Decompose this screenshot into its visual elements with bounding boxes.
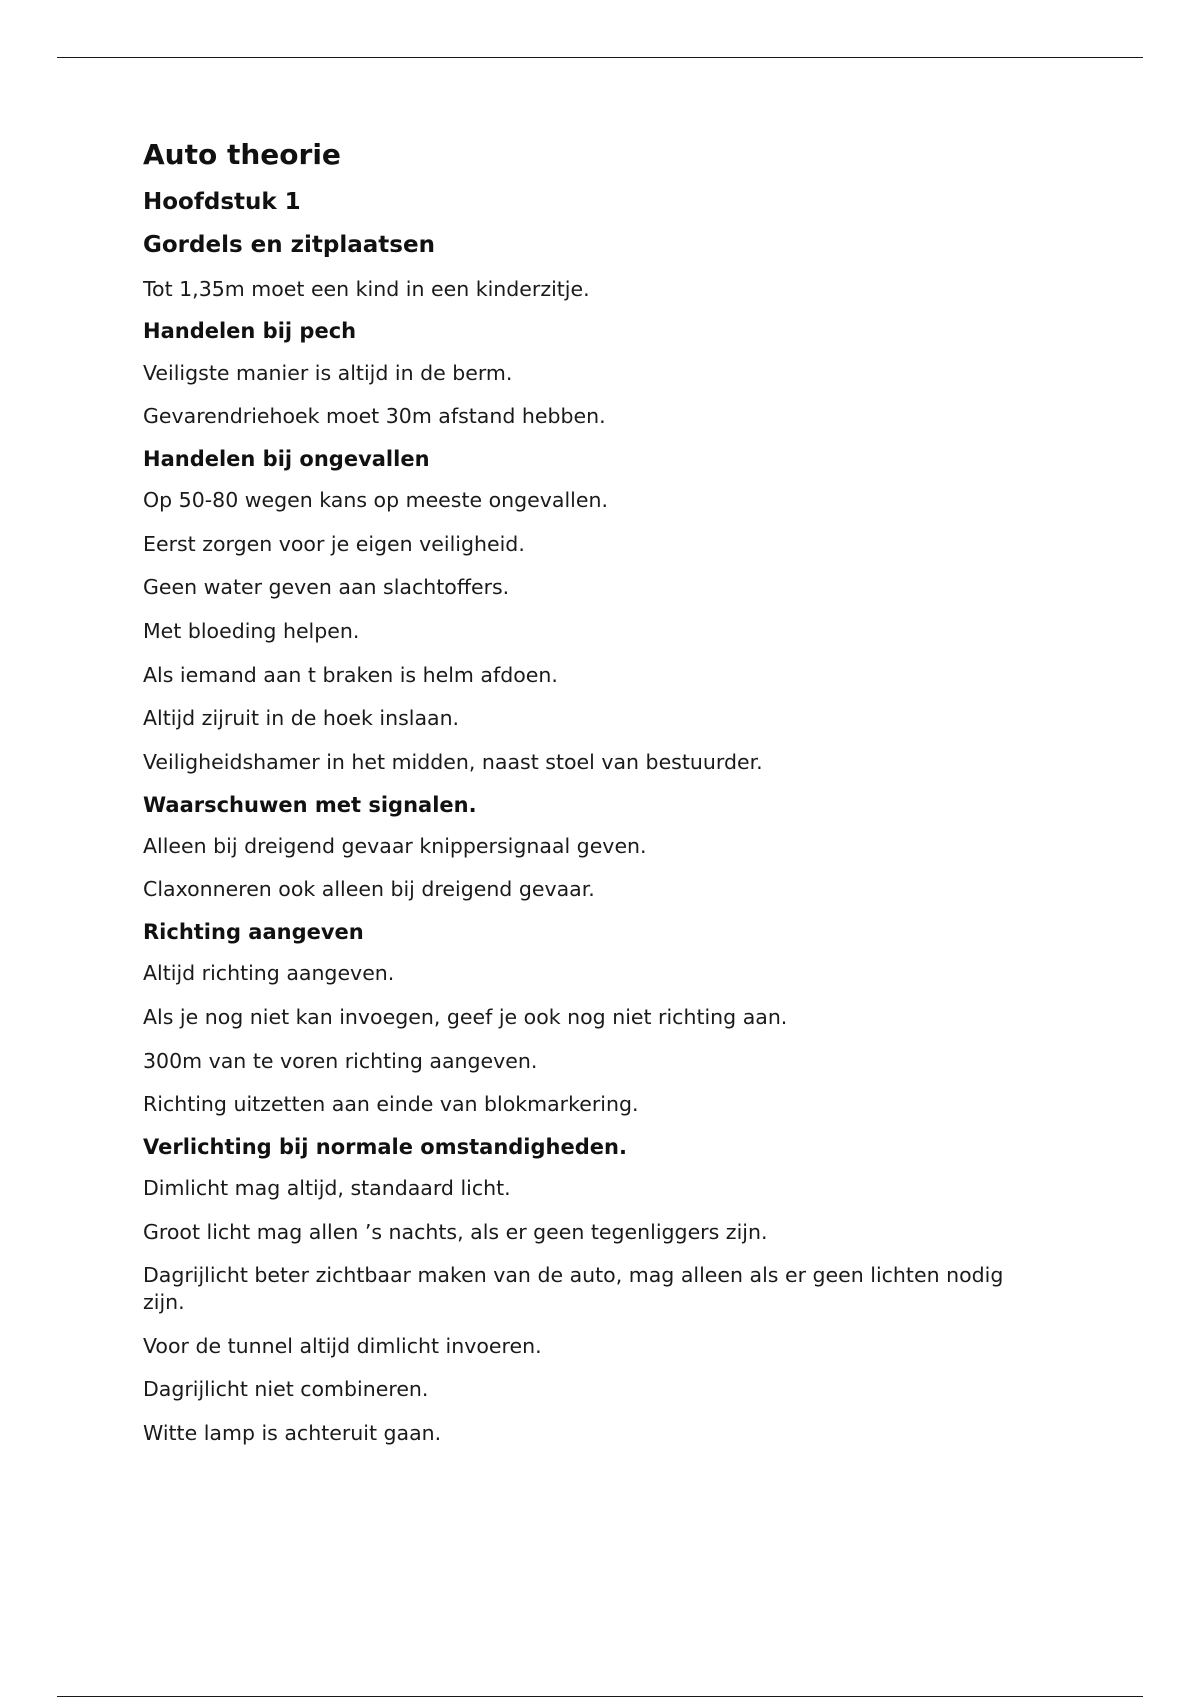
paragraph: Groot licht mag allen ’s nachts, als er geen tegenliggers zijn. (143, 1219, 768, 1244)
paragraph: Gevarendriehoek moet 30m afstand hebben. (143, 404, 606, 429)
section-heading: Handelen bij pech (143, 319, 357, 344)
section-verlichting (143, 1135, 1023, 1447)
section-ongevallen (143, 447, 1023, 776)
section-heading: Gordels en zitplaatsen (143, 232, 435, 259)
paragraph: Met bloeding helpen. (143, 619, 360, 643)
paragraph: Dagrijlicht niet combineren. (143, 1377, 429, 1402)
section-heading: Verlichting bij normale omstandigheden. (143, 1134, 627, 1159)
paragraph: Claxonneren ook alleen bij dreigend gevaar. (143, 877, 595, 902)
paragraph: Altijd richting aangeven. (143, 961, 395, 986)
section-waarschuwen (143, 793, 1023, 903)
section-heading: Richting aangeven (143, 920, 364, 945)
paragraph: Als je nog niet kan invoegen, geef je ook nog niet richting aan. (143, 1004, 788, 1029)
paragraph: Voor de tunnel altijd dimlicht invoeren. (143, 1333, 542, 1358)
chapter-heading: Hoofdstuk 1 (143, 188, 301, 215)
paragraph: Dagrijlicht beter zichtbaar maken van de auto, mag alleen als er geen lichten nodig zijn. (143, 1263, 1004, 1314)
paragraph: 300m van te voren richting aangeven. (143, 1048, 538, 1073)
paragraph: Alleen bij dreigend gevaar knippersignaal geven. (143, 833, 647, 858)
section-heading: Waarschuwen met signalen. (143, 792, 477, 817)
header-rule (57, 57, 1143, 58)
paragraph: Op 50-80 wegen kans op meeste ongevallen. (143, 488, 609, 513)
document-body (143, 138, 1023, 1463)
section-pech (143, 319, 1023, 429)
paragraph: Veiligheidshamer in het midden, naast stoel van bestuurder. (143, 749, 763, 774)
paragraph: Witte lamp is achteruit gaan. (143, 1420, 442, 1445)
paragraph: Richting uitzetten aan einde van blokmarkering. (143, 1092, 639, 1117)
section-gordels (143, 232, 1023, 302)
paragraph: Dimlicht mag altijd, standaard licht. (143, 1175, 511, 1200)
section-richting (143, 920, 1023, 1118)
paragraph: Tot 1,35m moet een kind in een kinderzitje. (143, 276, 590, 301)
document-title: Auto theorie (143, 138, 341, 171)
paragraph: Geen water geven aan slachtoffers. (143, 575, 510, 600)
paragraph: Altijd zijruit in de hoek inslaan. (143, 706, 460, 731)
section-heading: Handelen bij ongevallen (143, 446, 430, 471)
paragraph: Veiligste manier is altijd in de berm. (143, 360, 513, 385)
paragraph: Als iemand aan t braken is helm afdoen. (143, 662, 558, 687)
footer-rule (57, 1696, 1143, 1697)
paragraph: Eerst zorgen voor je eigen veiligheid. (143, 531, 525, 556)
